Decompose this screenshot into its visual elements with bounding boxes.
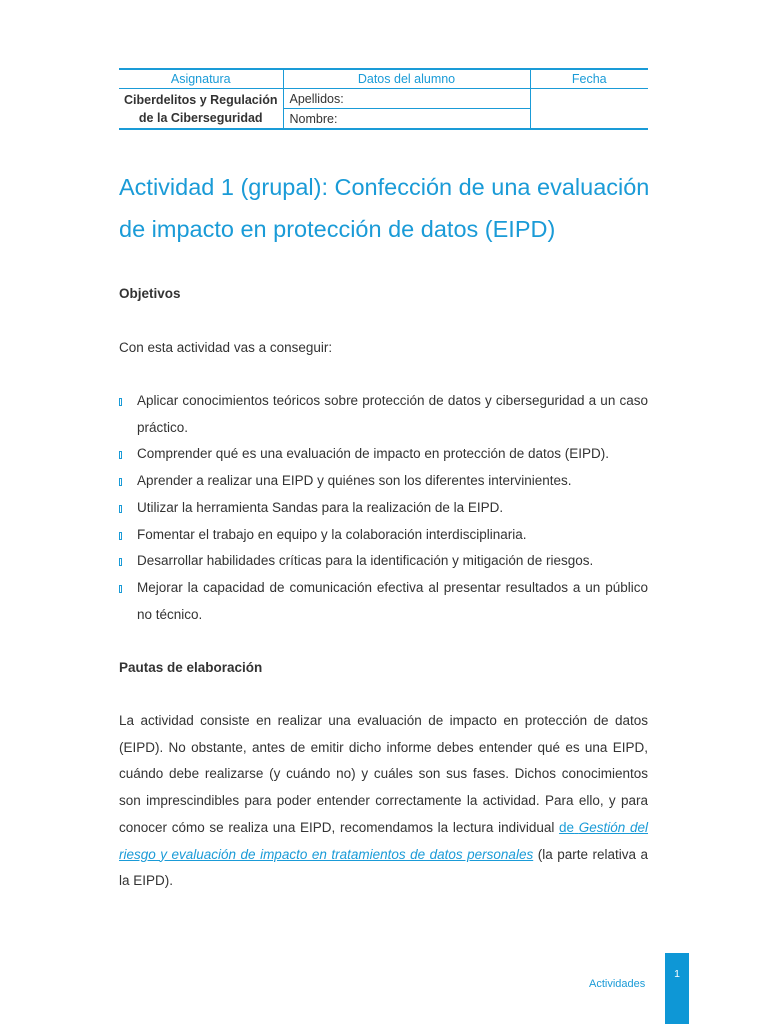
- guidelines-text-end: (la parte relativa a la EIPD).: [119, 846, 648, 889]
- list-item-text: Aprender a realizar una EIPD y quiénes son los diferentes intervinientes.: [137, 473, 572, 489]
- list-item: [119, 522, 648, 549]
- square-bullet-icon: [119, 532, 122, 540]
- subject-cell: [119, 89, 283, 130]
- header-col-student: Datos del alumno: [283, 69, 530, 89]
- subject-line-2: de la Ciberseguridad: [138, 110, 263, 125]
- list-item: [119, 575, 648, 628]
- list-item: [119, 441, 648, 468]
- footer-label: Actividades: [589, 978, 646, 990]
- surname-field: Apellidos:: [283, 89, 530, 109]
- name-field: Nombre:: [283, 109, 530, 130]
- list-item-text: Fomentar el trabajo en equipo y la colaboración interdisciplinaria.: [137, 526, 527, 542]
- page-number-tab: [665, 953, 689, 1024]
- list-item-text: Utilizar la herramienta Sandas para la realización de la EIPD.: [137, 499, 504, 515]
- list-item: [119, 548, 648, 575]
- square-bullet-icon: [119, 398, 122, 406]
- list-item-text: Desarrollar habilidades críticas para la identificación y mitigación de riesgos.: [137, 553, 594, 569]
- square-bullet-icon: [119, 505, 122, 513]
- header-col-date: Fecha: [530, 69, 648, 89]
- subject-line-1: Ciberdelitos y Regulación: [123, 92, 278, 107]
- list-item: [119, 388, 648, 441]
- header-table: [119, 68, 648, 130]
- objectives-intro: Con esta actividad vas a conseguir:: [119, 340, 333, 355]
- page-title: Actividad 1 (grupal): Confección de una evaluación de impacto en protección de datos (EIPD): [119, 174, 650, 242]
- reading-link-prefix: de: [559, 819, 575, 835]
- list-item-text: Aplicar conocimientos teóricos sobre protección de datos y ciberseguridad a un caso práctico.: [137, 393, 648, 435]
- date-field: [530, 89, 648, 130]
- list-item: [119, 495, 648, 522]
- square-bullet-icon: [119, 478, 122, 486]
- objectives-list: [119, 388, 648, 628]
- list-item-text: Mejorar la capacidad de comunicación efectiva al presentar resultados a un público no técnico.: [137, 579, 648, 622]
- guidelines-text: La actividad consiste en realizar una evaluación de impacto en protección de datos (EIPD). No obstante, antes de emitir dicho informe debes entender qué es una EIPD, cuándo debe realizarse (y cuándo no) y cuáles son sus fases. Dichos conocimientos son imprescindibles para poder entender correctamente la actividad. Para ello, y para conocer cómo se realiza una EIPD, recomendamos la lectura individual: [119, 713, 648, 835]
- list-item-text: Comprender qué es una evaluación de impacto en protección de datos (EIPD).: [137, 446, 610, 462]
- header-col-subject: Asignatura: [119, 69, 283, 89]
- reading-link-title: Gestión del riesgo y evaluación de impacto en tratamientos de datos personales: [119, 819, 648, 862]
- square-bullet-icon: [119, 451, 122, 459]
- guidelines-paragraph: [119, 708, 648, 895]
- guidelines-heading: Pautas de elaboración: [119, 660, 263, 675]
- list-item: [119, 468, 648, 495]
- square-bullet-icon: [119, 585, 122, 593]
- square-bullet-icon: [119, 558, 122, 566]
- objectives-heading: Objetivos: [119, 286, 181, 301]
- page-number: 1: [674, 968, 680, 980]
